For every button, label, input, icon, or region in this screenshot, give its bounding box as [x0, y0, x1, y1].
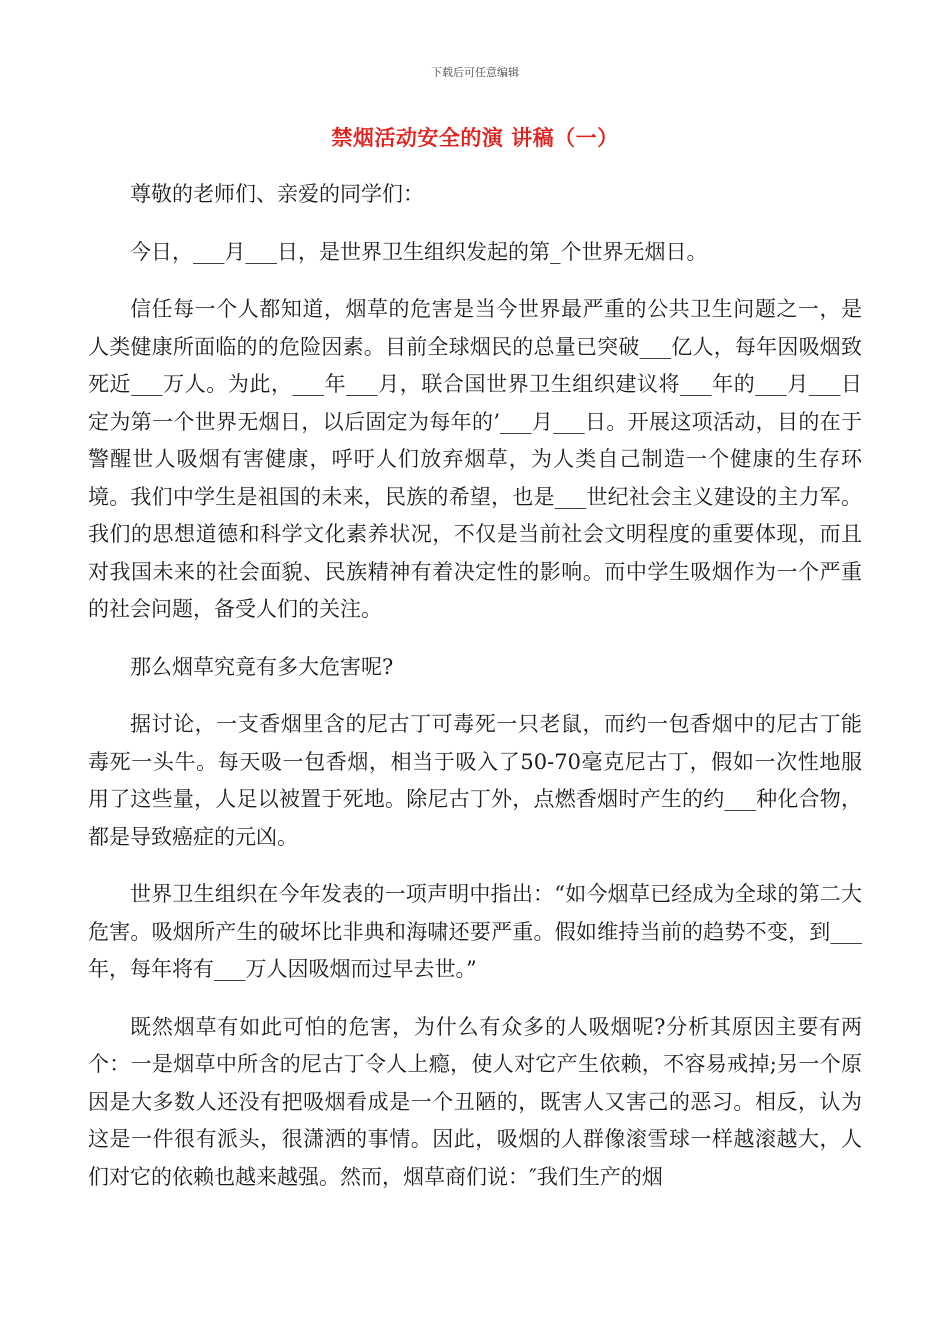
paragraph-greeting: 尊敬的老师们、亲爱的同学们：: [130, 182, 424, 206]
paragraph-who-statement: 世界卫生组织在今年发表的一项声明中指出：“如今烟草已经成为全球的第二大危害。吸烟所产生的破坏比非典和海啸还要严重。假如维持当前的趋势不变，到___年，每年将有___万人因吸烟而过早去世。”: [88, 882, 862, 981]
paragraph-date: 今日，___月___日，是世界卫生组织发起的第_个世界无烟日。: [130, 239, 708, 264]
paragraph-question: 那么烟草究竟有多大危害呢?: [130, 654, 394, 679]
document-body: [88, 176, 862, 1216]
paragraph-reasons: 既然烟草有如此可怕的危害，为什么有众多的人吸烟呢?分析其原因主要有两个：一是烟草中所含的尼古丁令人上瘾，使人对它产生依赖，不容易戒掉;另一个原因是大多数人还没有把吸烟看成是一个丑陋的，既害人又害己的恶习。相反，认为这是一件很有派头，很潇洒的事情。因此，吸烟的人群像滚雪球一样越滚越大，人们对它的依赖也越来越强。然而，烟草商们说：″我们生产的烟: [88, 1014, 862, 1189]
paragraph-nicotine: 据讨论，一支香烟里含的尼古丁可毒死一只老鼠，而约一包香烟中的尼古丁能毒死一头牛。每天吸一包香烟，相当于吸入了50-70毫克尼古丁，假如一次性地服用了这些量，人足以被置于死地。除尼古丁外，点燃香烟时产生的约___种化合物，都是导致癌症的元凶。: [88, 712, 862, 849]
document-title: 禁烟活动安全的演 讲稿（一）: [331, 125, 619, 150]
page-header: 下载后可任意编辑: [431, 66, 519, 79]
paragraph-tobacco-harm: 信任每一个人都知道，烟草的危害是当今世界最严重的公共卫生问题之一，是人类健康所面临的的危险因素。目前全球烟民的总量已突破___亿人，每年因吸烟致死近___万人。为此，___年___月，联合国世界卫生组织建议将___年的___月___日定为第一个世界无烟日，以后固定为每年的’___月___日。开展这项活动，目的在于警醒世人吸烟有害健康，呼吁人们放弃烟草，为人类自己制造一个健康的生存环境。我们中学生是祖国的未来，民族的希望，也是___世纪社会主义建设的主力军。我们的思想道德和科学文化素养状况，不仅是当前社会文明程度的重要体现，而且对我国未来的社会面貌、民族精神有着决定性的影响。而中学生吸烟作为一个严重的社会问题，备受人们的关注。: [88, 297, 862, 621]
